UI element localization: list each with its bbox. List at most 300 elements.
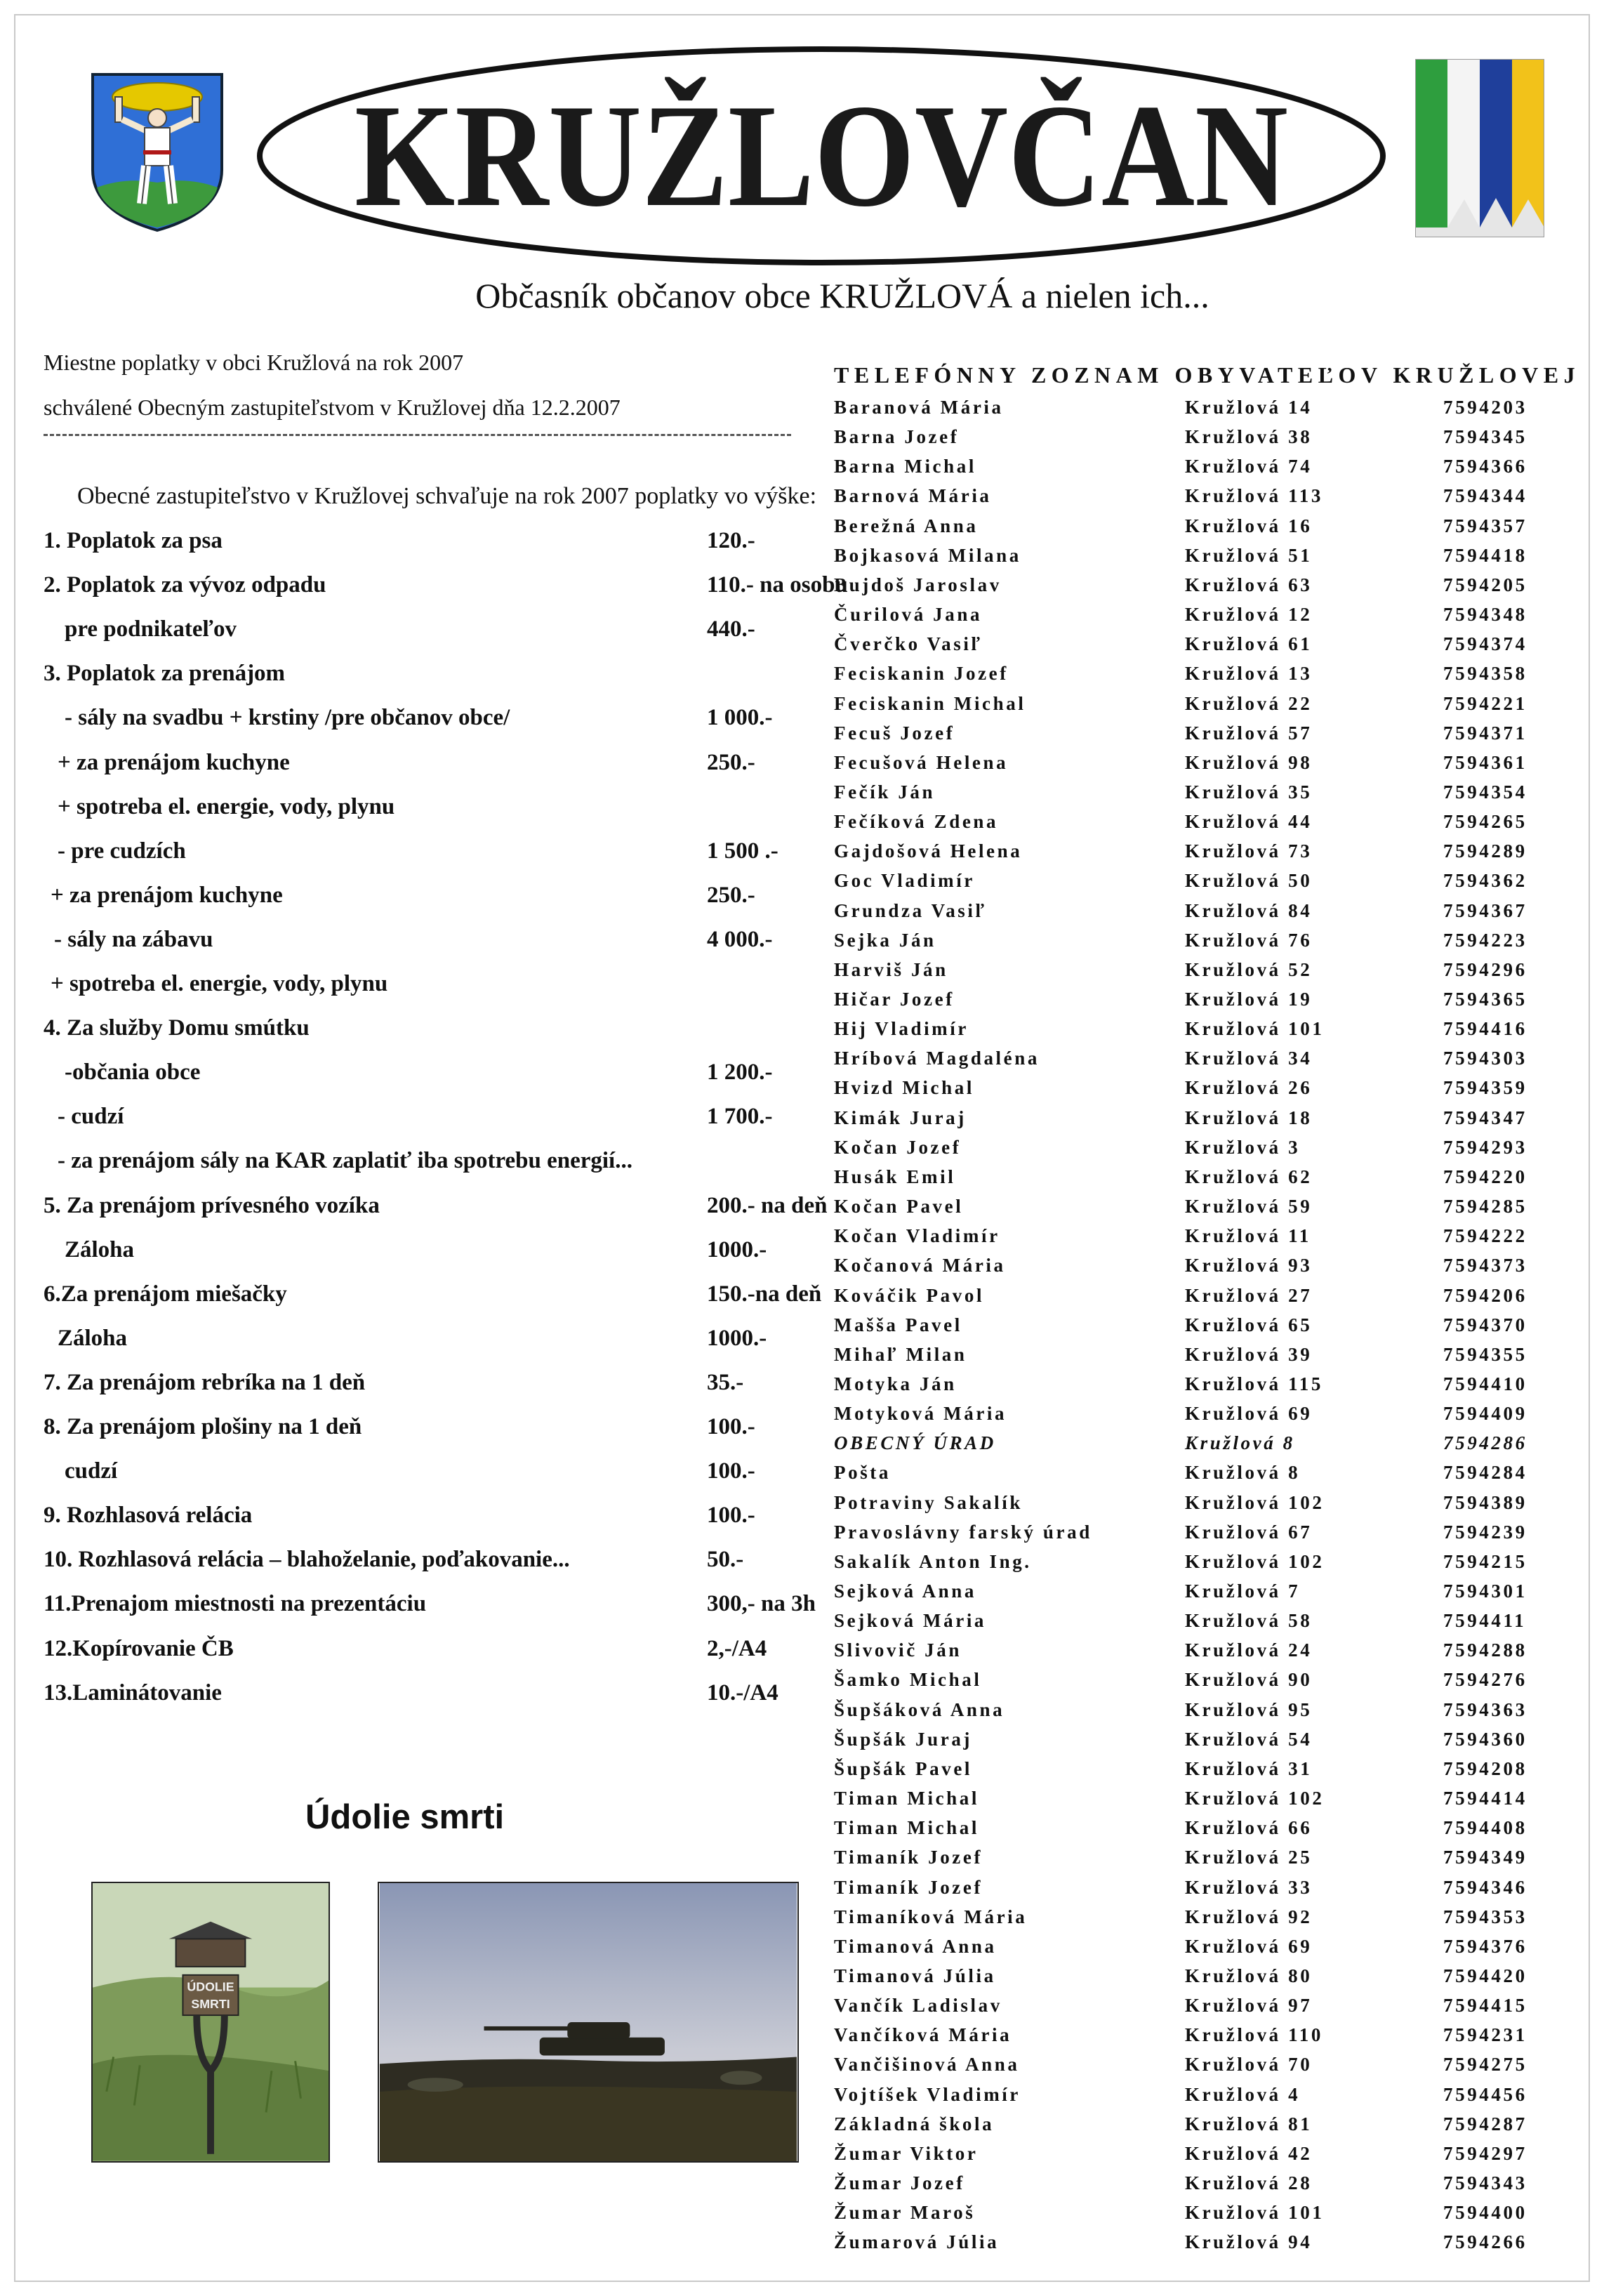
fee-row	[44, 1060, 858, 1088]
phonebook-row	[834, 397, 1578, 425]
phonebook-address: Kružlová 76	[1185, 929, 1313, 951]
phonebook-phone: 7594363	[1443, 1698, 1527, 1720]
phonebook-phone: 7594239	[1443, 1521, 1527, 1543]
phonebook-name: Sejková Anna	[834, 1581, 976, 1602]
fee-row	[44, 572, 858, 600]
phonebook-name: Hríbová Magdaléna	[834, 1048, 1040, 1069]
fee-row	[44, 616, 858, 645]
fee-amount: 1 200.-	[707, 1060, 773, 1086]
fee-label: 2. Poplatok za vývoz odpadu	[44, 572, 326, 598]
svg-text:KRUŽLOVČAN: KRUŽLOVČAN	[354, 74, 1288, 237]
phonebook-row	[834, 485, 1578, 513]
phonebook-address: Kružlová 19	[1185, 989, 1313, 1010]
phonebook-phone: 7594353	[1443, 1906, 1527, 1927]
fee-label: 8. Za prenájom plošiny na 1 deň	[44, 1414, 362, 1439]
phonebook-phone: 7594348	[1443, 604, 1527, 626]
phonebook-phone: 7594358	[1443, 663, 1527, 685]
village-flag-icon	[1415, 59, 1544, 237]
phonebook-name: Timan Michal	[834, 1788, 979, 1809]
phonebook-phone: 7594215	[1443, 1550, 1527, 1572]
phonebook-row	[834, 840, 1578, 869]
fee-label: + spotreba el. energie, vody, plynu	[51, 971, 388, 996]
fee-row	[44, 794, 858, 822]
phonebook-phone: 7594409	[1443, 1403, 1527, 1425]
phonebook-address: Kružlová 33	[1185, 1876, 1313, 1898]
phonebook-name: Bujdoš Jaroslav	[834, 574, 1002, 595]
phonebook-row	[834, 1877, 1578, 1905]
fee-label: 9. Rozhlasová relácia	[44, 1503, 253, 1529]
phonebook-address: Kružlová 16	[1185, 515, 1313, 536]
phonebook-phone: 7594418	[1443, 544, 1527, 566]
fee-row	[44, 1237, 858, 1265]
phonebook-name: OBECNÝ ÚRAD	[834, 1432, 996, 1454]
phonebook-name: Hičar Jozef	[834, 989, 955, 1010]
phonebook-phone: 7594343	[1443, 2172, 1527, 2193]
phonebook-row	[834, 1432, 1578, 1460]
fee-amount: 200.- na deň	[707, 1192, 828, 1218]
phonebook-row	[834, 2113, 1578, 2142]
phonebook-name: Kočan Pavel	[834, 1196, 964, 1218]
fee-row	[44, 528, 858, 556]
fee-label: - cudzí	[58, 1104, 124, 1130]
phonebook-name: Pravoslávny farský úrad	[834, 1521, 1092, 1543]
phonebook-phone: 7594205	[1443, 574, 1527, 595]
phonebook-name: Pošta	[834, 1462, 891, 1484]
fee-label: - pre cudzích	[58, 838, 186, 864]
phonebook-address: Kružlová 65	[1185, 1314, 1313, 1335]
fee-row	[44, 705, 858, 733]
phonebook-address: Kružlová 8	[1185, 1432, 1295, 1454]
fee-label: - sály na zábavu	[54, 926, 213, 952]
phonebook-row	[834, 1581, 1578, 1609]
phonebook-phone: 7594366	[1443, 456, 1527, 477]
phonebook-row	[834, 1077, 1578, 1105]
phonebook-phone: 7594400	[1443, 2202, 1527, 2224]
phonebook-name: Timan Michal	[834, 1817, 979, 1839]
phonebook-name: Motyková Mária	[834, 1403, 1007, 1425]
phonebook-name: Barna Michal	[834, 456, 976, 477]
fee-label: 7. Za prenájom rebríka na 1 deň	[44, 1369, 366, 1395]
masthead-title	[253, 42, 1390, 270]
phonebook-address: Kružlová 35	[1185, 781, 1313, 803]
phonebook-address: Kružlová 70	[1185, 2054, 1313, 2076]
phonebook-address: Kružlová 44	[1185, 811, 1313, 833]
phonebook-row	[834, 1936, 1578, 1964]
phonebook-address: Kružlová 42	[1185, 2142, 1313, 2164]
phonebook-address: Kružlová 95	[1185, 1698, 1313, 1720]
phonebook-name: Fečíková Zdena	[834, 811, 999, 833]
phonebook-row	[834, 1344, 1578, 1372]
phonebook-name: Žumar Maroš	[834, 2202, 976, 2224]
fee-row	[44, 1680, 858, 1708]
phonebook-name: Kočan Vladimír	[834, 1225, 1000, 1247]
phonebook-phone: 7594344	[1443, 485, 1527, 507]
phonebook-name: Sakalík Anton Ing.	[834, 1550, 1032, 1572]
phonebook-address: Kružlová 50	[1185, 870, 1313, 892]
phonebook-phone: 7594266	[1443, 2231, 1527, 2253]
fee-label: 12.Kopírovanie ČB	[44, 1635, 234, 1661]
phonebook-phone: 7594301	[1443, 1581, 1527, 1602]
fee-row	[44, 1148, 858, 1176]
phonebook-row	[834, 1048, 1578, 1076]
phonebook-row	[834, 1522, 1578, 1550]
phonebook-phone: 7594206	[1443, 1284, 1527, 1306]
phonebook-address: Kružlová 102	[1185, 1550, 1325, 1572]
fee-amount: 35.-	[707, 1369, 744, 1395]
fee-row	[44, 1193, 858, 1221]
phonebook-address: Kružlová 69	[1185, 1935, 1313, 1957]
fee-label: Záloha	[58, 1325, 128, 1351]
phonebook-phone: 7594288	[1443, 1639, 1527, 1661]
phonebook-name: Kočan Jozef	[834, 1136, 962, 1158]
phonebook-row	[834, 1255, 1578, 1283]
phonebook-row	[834, 2231, 1578, 2259]
fee-amount: 2,-/A4	[707, 1635, 767, 1661]
phonebook-address: Kružlová 58	[1185, 1610, 1313, 1632]
phonebook-name: Timanová Júlia	[834, 1965, 996, 1986]
phonebook-phone: 7594362	[1443, 870, 1527, 892]
fee-label: 5. Za prenájom prívesného vozíka	[44, 1192, 380, 1218]
phonebook-name: Vojtíšek Vladimír	[834, 2083, 1021, 2105]
fee-row	[44, 927, 858, 955]
phonebook-row	[834, 2143, 1578, 2171]
phonebook-phone: 7594410	[1443, 1373, 1527, 1394]
phonebook-address: Kružlová 101	[1185, 2202, 1325, 2224]
phonebook-name: Šupšák Juraj	[834, 1728, 973, 1750]
fee-amount: 100.-	[707, 1414, 755, 1439]
phonebook-row	[834, 723, 1578, 751]
phonebook-row	[834, 693, 1578, 721]
phonebook-name: Harviš Ján	[834, 958, 948, 980]
phonebook-address: Kružlová 22	[1185, 692, 1313, 714]
fee-row	[44, 971, 858, 999]
phonebook-phone: 7594374	[1443, 633, 1527, 655]
phonebook-row	[834, 2172, 1578, 2201]
phonebook-row	[834, 870, 1578, 898]
fee-label: Záloha	[65, 1236, 135, 1262]
fee-label: 6.Za prenájom miešačky	[44, 1281, 287, 1307]
phonebook-phone: 7594354	[1443, 781, 1527, 803]
fee-label: 3. Poplatok za prenájom	[44, 661, 286, 687]
fee-amount: 1 000.-	[707, 705, 773, 731]
phonebook-address: Kružlová 8	[1185, 1462, 1301, 1484]
phonebook-name: Feciskanin Jozef	[834, 663, 1009, 685]
phonebook-address: Kružlová 102	[1185, 1788, 1325, 1809]
phonebook-name: Gajdošová Helena	[834, 840, 1023, 862]
phonebook-row	[834, 2084, 1578, 2112]
fee-row	[44, 1104, 858, 1132]
phonebook-row	[834, 574, 1578, 602]
phonebook-name: Feciskanin Michal	[834, 692, 1026, 714]
phonebook-row	[834, 1817, 1578, 1845]
fee-row	[44, 1458, 858, 1486]
phonebook-address: Kružlová 3	[1185, 1136, 1301, 1158]
phonebook-phone: 7594456	[1443, 2083, 1527, 2105]
phonebook-phone: 7594361	[1443, 751, 1527, 773]
phonebook-address: Kružlová 51	[1185, 544, 1313, 566]
fee-label: + za prenájom kuchyne	[58, 749, 290, 775]
phonebook-row	[834, 1758, 1578, 1786]
phonebook-row	[834, 811, 1578, 839]
phonebook-phone: 7594303	[1443, 1048, 1527, 1069]
fee-row	[44, 1414, 858, 1442]
phonebook-row	[834, 1847, 1578, 1875]
phonebook-phone: 7594370	[1443, 1314, 1527, 1335]
phonebook-name: Fecušová Helena	[834, 751, 1009, 773]
photo-heading: Údolie smrti	[305, 1798, 505, 1836]
phonebook-phone: 7594414	[1443, 1788, 1527, 1809]
phonebook-phone: 7594411	[1443, 1610, 1527, 1632]
phonebook-row	[834, 1166, 1578, 1194]
phonebook-address: Kružlová 14	[1185, 397, 1313, 418]
fee-amount: 10.-/A4	[707, 1680, 778, 1705]
phonebook-row	[834, 959, 1578, 987]
phonebook-phone: 7594223	[1443, 929, 1527, 951]
fee-row	[44, 838, 858, 866]
fee-amount: 100.-	[707, 1458, 755, 1484]
phonebook-name: Vančíková Mária	[834, 2024, 1012, 2046]
phonebook-row	[834, 752, 1578, 780]
fee-amount: 100.-	[707, 1503, 755, 1529]
phonebook-name: Žumar Viktor	[834, 2142, 979, 2164]
phonebook-row	[834, 1492, 1578, 1520]
phonebook-address: Kružlová 24	[1185, 1639, 1313, 1661]
phonebook-address: Kružlová 28	[1185, 2172, 1313, 2193]
phonebook-row	[834, 2054, 1578, 2082]
phonebook-address: Kružlová 69	[1185, 1403, 1313, 1425]
phonebook-row	[834, 426, 1578, 454]
phonebook-address: Kružlová 81	[1185, 2113, 1313, 2135]
phonebook-address: Kružlová 80	[1185, 1965, 1313, 1986]
fee-row	[44, 1326, 858, 1354]
phonebook-address: Kružlová 98	[1185, 751, 1313, 773]
fee-amount: 250.-	[707, 882, 755, 908]
phonebook-row	[834, 515, 1578, 543]
phonebook-row	[834, 663, 1578, 691]
fee-amount: 1000.-	[707, 1325, 767, 1351]
phonebook-address: Kružlová 13	[1185, 663, 1313, 685]
phonebook-address: Kružlová 113	[1185, 485, 1323, 507]
phonebook-phone: 7594347	[1443, 1107, 1527, 1128]
phonebook-phone: 7594345	[1443, 426, 1527, 448]
phonebook-phone: 7594367	[1443, 899, 1527, 921]
fee-row	[44, 1370, 858, 1398]
phonebook-address: Kružlová 27	[1185, 1284, 1313, 1306]
phonebook-name: Barnová Mária	[834, 485, 992, 507]
phonebook-name: Kováčik Pavol	[834, 1284, 985, 1306]
phonebook-phone: 7594265	[1443, 811, 1527, 833]
fee-row	[44, 883, 858, 911]
phonebook-phone: 7594360	[1443, 1728, 1527, 1750]
phonebook-name: Šupšák Pavel	[834, 1757, 972, 1779]
fee-label: 11.Prenajom miestnosti na prezentáciu	[44, 1591, 427, 1617]
fee-amount: 110.- na osobu	[707, 572, 848, 598]
phonebook-phone: 7594285	[1443, 1196, 1527, 1218]
phonebook-name: Timaník Jozef	[834, 1876, 983, 1898]
phonebook-address: Kružlová 25	[1185, 1847, 1313, 1868]
phonebook-address: Kružlová 39	[1185, 1343, 1313, 1365]
phonebook-address: Kružlová 59	[1185, 1196, 1313, 1218]
fees-intro-line1: Miestne poplatky v obci Kružlová na rok 2007	[44, 350, 464, 375]
phonebook-name: Baranová Mária	[834, 397, 1004, 418]
phonebook-name: Vančišinová Anna	[834, 2054, 1020, 2076]
phonebook-address: Kružlová 92	[1185, 1906, 1313, 1927]
phonebook-row	[834, 930, 1578, 958]
fee-label: - za prenájom sály na KAR zaplatiť iba spotrebu energií...	[58, 1148, 632, 1174]
phonebook-address: Kružlová 54	[1185, 1728, 1313, 1750]
phonebook-phone: 7594275	[1443, 2054, 1527, 2076]
fee-row	[44, 1281, 858, 1309]
phonebook-row	[834, 1610, 1578, 1638]
fees-heading: Obecné zastupiteľstvo v Kružlovej schvaľuje na rok 2007 poplatky vo výške:	[77, 483, 817, 509]
fee-row	[44, 1547, 858, 1575]
coat-of-arms-icon	[90, 72, 225, 233]
fee-amount: 250.-	[707, 749, 755, 775]
phonebook-name: Hij Vladimír	[834, 1018, 969, 1040]
phonebook-phone: 7594222	[1443, 1225, 1527, 1247]
fee-amount: 50.-	[707, 1547, 744, 1573]
phonebook-phone: 7594349	[1443, 1847, 1527, 1868]
phonebook-address: Kružlová 18	[1185, 1107, 1313, 1128]
phonebook-address: Kružlová 73	[1185, 840, 1313, 862]
phonebook-phone: 7594416	[1443, 1018, 1527, 1040]
phonebook-row	[834, 1699, 1578, 1727]
sign-text-smrti: SMRTI	[191, 1997, 230, 2012]
fee-amount: 1 500 .-	[707, 838, 778, 864]
phonebook-phone: 7594346	[1443, 1876, 1527, 1898]
phonebook-phone: 7594296	[1443, 958, 1527, 980]
phonebook-phone: 7594373	[1443, 1255, 1527, 1276]
phonebook-address: Kružlová 110	[1185, 2024, 1323, 2046]
phonebook-row	[834, 989, 1578, 1017]
fee-label: pre podnikateľov	[65, 616, 237, 642]
phonebook-address: Kružlová 67	[1185, 1521, 1313, 1543]
phonebook-phone: 7594415	[1443, 1995, 1527, 2017]
fee-row	[44, 1591, 858, 1619]
phonebook-phone: 7594359	[1443, 1077, 1527, 1099]
fee-label: 4. Za služby Domu smútku	[44, 1015, 310, 1041]
phonebook-name: Mašša Pavel	[834, 1314, 962, 1335]
phonebook-name: Goc Vladimír	[834, 870, 975, 892]
phonebook-name: Mihaľ Milan	[834, 1343, 967, 1365]
phonebook-phone: 7594365	[1443, 989, 1527, 1010]
phonebook-name: Timanová Anna	[834, 1935, 997, 1957]
phonebook-row	[834, 604, 1578, 632]
phonebook-name: Fecuš Jozef	[834, 722, 955, 744]
tank-photo	[378, 1882, 799, 2163]
phonebook-phone: 7594203	[1443, 397, 1527, 418]
phonebook-address: Kružlová 94	[1185, 2231, 1313, 2253]
phonebook-title: TELEFÓNNY ZOZNAM OBYVATEĽOV KRUŽLOVEJ	[834, 362, 1581, 388]
phonebook-row	[834, 2202, 1578, 2230]
phonebook-name: Berežná Anna	[834, 515, 979, 536]
fee-row	[44, 1015, 858, 1043]
phonebook-phone: 7594220	[1443, 1166, 1527, 1187]
phonebook-name: Šamko Michal	[834, 1669, 982, 1691]
phonebook-phone: 7594284	[1443, 1462, 1527, 1484]
fee-row	[44, 1636, 858, 1664]
phonebook-phone: 7594408	[1443, 1817, 1527, 1839]
fee-amount: 150.-na deň	[707, 1281, 822, 1307]
phonebook-row	[834, 1639, 1578, 1668]
phonebook-address: Kružlová 102	[1185, 1491, 1325, 1513]
phonebook-address: Kružlová 93	[1185, 1255, 1313, 1276]
phonebook-address: Kružlová 11	[1185, 1225, 1311, 1247]
phonebook-address: Kružlová 57	[1185, 722, 1313, 744]
phonebook-address: Kružlová 74	[1185, 456, 1313, 477]
phonebook-row	[834, 1462, 1578, 1490]
fee-amount: 300,- na 3h	[707, 1591, 816, 1617]
phonebook-row	[834, 1225, 1578, 1253]
phonebook-address: Kružlová 62	[1185, 1166, 1313, 1187]
phonebook-phone: 7594208	[1443, 1757, 1527, 1779]
phonebook-phone: 7594371	[1443, 722, 1527, 744]
phonebook-row	[834, 1669, 1578, 1697]
fee-row	[44, 1503, 858, 1531]
phonebook-row	[834, 1196, 1578, 1224]
phonebook-address: Kružlová 26	[1185, 1077, 1313, 1099]
dashed-divider	[44, 434, 791, 436]
phonebook-row	[834, 1551, 1578, 1579]
phonebook-name: Barna Jozef	[834, 426, 960, 448]
phonebook-phone: 7594297	[1443, 2142, 1527, 2164]
phonebook-row	[834, 1403, 1578, 1431]
phonebook-row	[834, 2024, 1578, 2052]
phonebook-name: Motyka Ján	[834, 1373, 957, 1394]
phonebook-row	[834, 1314, 1578, 1342]
fees-intro-line2: schválené Obecným zastupiteľstvom v Kružlovej dňa 12.2.2007	[44, 395, 621, 420]
fee-label: 1. Poplatok za psa	[44, 528, 223, 553]
fee-label: - sály na svadbu + krstiny /pre občanov obce/	[65, 705, 510, 731]
phonebook-phone: 7594287	[1443, 2113, 1527, 2135]
fee-amount: 120.-	[707, 528, 755, 553]
phonebook-row	[834, 1729, 1578, 1757]
fee-amount: 1000.-	[707, 1236, 767, 1262]
sign-photo	[91, 1882, 330, 2163]
phonebook-address: Kružlová 38	[1185, 426, 1313, 448]
sign-text-udolie: ÚDOLIE	[187, 1979, 234, 1994]
phonebook-name: Kimák Juraj	[834, 1107, 967, 1128]
fee-amount: 4 000.-	[707, 926, 773, 952]
fee-label: + spotreba el. energie, vody, plynu	[58, 793, 395, 819]
phonebook-name: Základná škola	[834, 2113, 995, 2135]
phonebook-phone: 7594357	[1443, 515, 1527, 536]
fee-row	[44, 661, 858, 689]
phonebook-address: Kružlová 115	[1185, 1373, 1323, 1394]
phonebook-name: Husák Emil	[834, 1166, 956, 1187]
phonebook-address: Kružlová 101	[1185, 1018, 1325, 1040]
phonebook-address: Kružlová 97	[1185, 1995, 1313, 2017]
phonebook-name: Fečík Ján	[834, 781, 936, 803]
fee-label: cudzí	[65, 1458, 118, 1484]
phonebook-name: Timaníková Mária	[834, 1906, 1028, 1927]
phonebook-row	[834, 1018, 1578, 1046]
phonebook-row	[834, 1137, 1578, 1165]
fee-label: -občania obce	[65, 1060, 201, 1086]
phonebook-name: Čurilová Jana	[834, 604, 983, 626]
phonebook-name: Kočanová Mária	[834, 1255, 1006, 1276]
phonebook-name: Bojkasová Milana	[834, 544, 1021, 566]
phonebook-row	[834, 545, 1578, 573]
phonebook-row	[834, 456, 1578, 484]
fee-amount: 440.-	[707, 616, 755, 642]
phonebook-phone: 7594293	[1443, 1136, 1527, 1158]
phonebook-phone: 7594355	[1443, 1343, 1527, 1365]
phonebook-row	[834, 1906, 1578, 1934]
phonebook-address: Kružlová 90	[1185, 1669, 1313, 1691]
fee-amount: 1 700.-	[707, 1104, 773, 1130]
phonebook-address: Kružlová 61	[1185, 633, 1313, 655]
